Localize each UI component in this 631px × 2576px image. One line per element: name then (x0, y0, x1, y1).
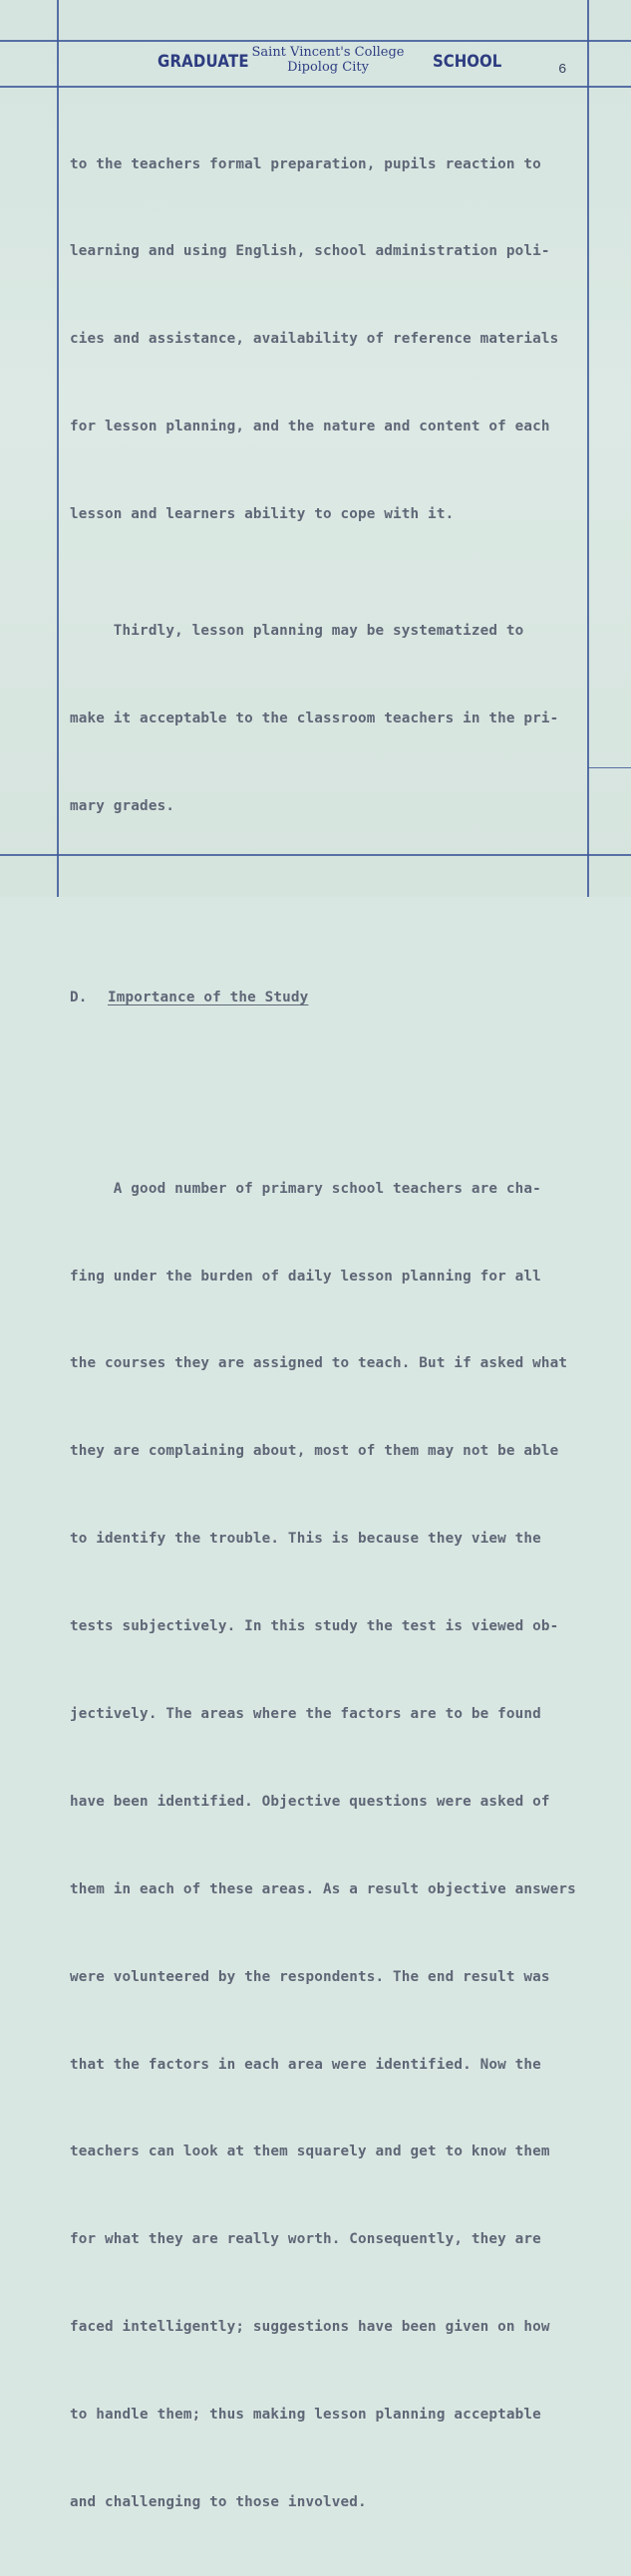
text-line: cies and assistance, availability of reference materials (70, 331, 559, 348)
document-body (70, 92, 588, 2576)
college-city: Dipolog City (287, 60, 369, 75)
text-line: A good number of primary school teachers are cha- (70, 1180, 541, 1197)
text-line: to identify the trouble. This is because they view the (70, 1531, 541, 1548)
text-line: fing under the burden of daily lesson planning for all (70, 1268, 541, 1285)
text-line: for lesson planning, and the nature and content of each (70, 419, 550, 435)
text-line: tests subjectively. In this study the test is viewed ob- (70, 1618, 559, 1635)
graduate-label: GRADUATE (158, 52, 249, 72)
text-line: they are complaining about, most of them may not be able (70, 1443, 559, 1460)
spacer (70, 909, 588, 925)
college-name: Saint Vincent's College (251, 45, 405, 60)
page-number: 6 (558, 62, 567, 78)
section-title: Importance of the Study (108, 989, 309, 1005)
letterhead (0, 40, 631, 86)
text-line: have been identified. Objective questions were asked of (70, 1793, 550, 1810)
college-block (251, 45, 405, 75)
left-margin-rule-line (57, 0, 59, 897)
text-line: them in each of these areas. As a result objective answers (70, 1880, 576, 1897)
text-line: were volunteered by the respondents. The end result was (70, 1968, 550, 1985)
text-line: jectively. The areas where the factors are to be found (70, 1706, 541, 1723)
header-bottom-rule-line (0, 86, 631, 88)
text-line: to handle them; thus making lesson planning acceptable (70, 2407, 541, 2424)
text-line: Thirdly, lesson planning may be systematized to (70, 623, 524, 640)
text-line: mary grades. (70, 798, 175, 815)
section-heading (70, 984, 588, 1012)
text-line: teachers can look at them squarely and get to know them (70, 2144, 550, 2160)
text-line: for what they are really worth. Consequently, they are (70, 2231, 541, 2248)
text-line: and challenging to those involved. (70, 2494, 367, 2511)
section-letter: D. (70, 989, 88, 1005)
text-line: that the factors in each area were identified. Now the (70, 2056, 541, 2073)
text-line: lesson and learners ability to cope with it. (70, 506, 455, 523)
text-line: make it acceptable to the classroom teachers in the pri- (70, 711, 559, 727)
text-line: learning and using English, school administration poli- (70, 243, 550, 260)
text-line: faced intelligently; suggestions have been given on how (70, 2319, 550, 2336)
spacer (70, 1071, 588, 1087)
text-line: to the teachers formal preparation, pupils reaction to (70, 155, 541, 172)
school-label: SCHOOL (433, 52, 502, 72)
text-line: the courses they are assigned to teach. But if asked what (70, 1355, 568, 1372)
right-margin-rule-line (588, 767, 631, 768)
